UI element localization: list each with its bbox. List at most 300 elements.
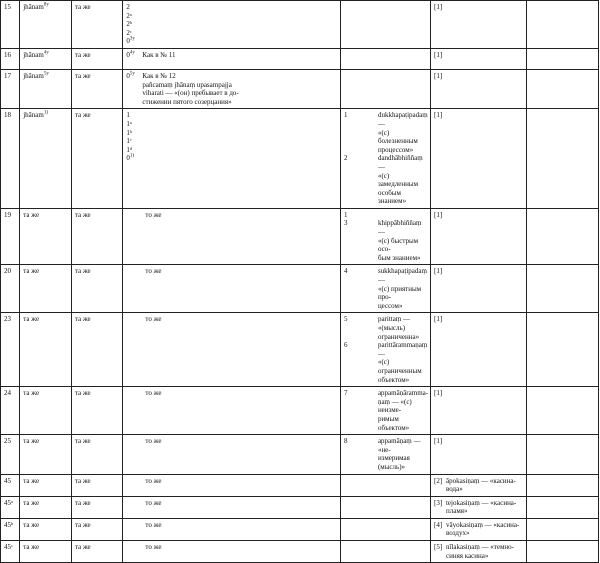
term-text: та же: [23, 389, 40, 398]
structure-number: 1ᵇ: [126, 128, 133, 137]
object-text: [446, 499, 523, 516]
object-block: [434, 211, 523, 220]
qualifier-text: [378, 111, 428, 154]
same-cell: [71, 496, 123, 518]
term-cell: [20, 474, 72, 496]
qualifier-line: ограниченна»: [377, 332, 420, 341]
same-cell: [71, 208, 123, 265]
qualifier-item: [344, 341, 427, 384]
structure-text: [142, 211, 337, 220]
same-text: та же: [74, 50, 91, 59]
object-block: [434, 437, 523, 446]
term-superscript: 5у: [43, 71, 49, 77]
empty-cell: [527, 69, 599, 108]
structure-block: [126, 543, 337, 552]
structure-text: [142, 521, 337, 530]
object-text: [446, 267, 523, 276]
term-cell: [20, 313, 72, 387]
row-number: 15: [4, 3, 11, 11]
row-number: 17: [4, 71, 11, 80]
structure-block: [126, 51, 337, 60]
structure-number: 2ᵃ: [126, 11, 132, 20]
structure-cell: [123, 109, 341, 209]
object-cell: [430, 518, 526, 540]
row-number-cell: [1, 435, 20, 474]
structure-number: 1ᵃ: [126, 119, 132, 128]
structure-number: $0^{3у}$: [126, 37, 135, 46]
object-text: [446, 211, 523, 220]
qualifier-cell: [340, 69, 430, 108]
qualifier-item: [344, 267, 427, 310]
object-index: [2]: [433, 476, 443, 485]
term-cell: [20, 387, 72, 435]
row-number: 24: [4, 389, 11, 398]
empty-cell: [527, 1, 599, 49]
structure-block: [126, 437, 337, 446]
object-index: [4]: [433, 520, 443, 529]
object-text: [446, 51, 523, 60]
structure-cell: [123, 265, 341, 313]
structure-numbers: [126, 111, 140, 163]
qualifier-line: процессом»: [377, 145, 414, 154]
term-cell: [20, 435, 72, 474]
same-cell: [71, 313, 123, 387]
same-text: та же: [74, 498, 91, 507]
qualifier-line: dandhābhiññaṃ —: [377, 154, 423, 171]
qualifier-text: [378, 154, 427, 206]
structure-number: $0^{4у}$: [126, 50, 135, 59]
qualifier-text: [378, 267, 427, 310]
term-text: та же: [23, 498, 40, 507]
object-cell: [430, 109, 526, 209]
qualifier-line: khippābhiññaṃ —: [377, 219, 422, 237]
empty-cell: [527, 541, 599, 563]
structure-block: [126, 315, 337, 324]
table-row: [1, 474, 599, 496]
qualifier-cell: [340, 387, 430, 435]
same-text: та же: [74, 476, 91, 485]
row-number: 45ᵇ: [4, 520, 14, 529]
object-text: [446, 72, 523, 81]
row-number: 20: [4, 267, 11, 276]
object-cell: [430, 1, 526, 49]
qualifier-number: 3: [343, 219, 348, 228]
structure-number-sup: 3у: [129, 37, 135, 43]
row-number-cell: [1, 208, 20, 265]
qualifier-cell: [340, 48, 430, 69]
qualifier-line: parittaṃ — «(мысль): [377, 315, 411, 332]
qualifier-text: [378, 389, 428, 432]
object-line: пламя»: [445, 507, 468, 516]
object-cell: [430, 496, 526, 518]
term-cell: [20, 518, 72, 540]
qualifier-cell: [340, 313, 430, 387]
structure-numbers: [126, 51, 140, 60]
structure-cell: [123, 496, 341, 518]
term-cell: [20, 496, 72, 518]
qualifier-cell: [340, 1, 430, 49]
structure-hint: то же: [145, 437, 162, 446]
object-line: āpokasiṇaṃ — «касина-: [445, 476, 516, 485]
structure-hint: то же: [145, 520, 162, 529]
row-number-cell: [1, 518, 20, 540]
qualifier-text: [378, 211, 427, 220]
row-number-cell: [1, 265, 20, 313]
term-cell: [20, 109, 72, 209]
same-cell: [71, 474, 123, 496]
structure-cell: [123, 48, 341, 69]
row-number: 45: [4, 476, 11, 485]
structure-cell: [123, 69, 341, 108]
qualifier-text: [378, 341, 427, 384]
structure-numbers: [126, 3, 140, 46]
object-text: [446, 111, 523, 120]
qualifier-cell: [340, 496, 430, 518]
term-text: та же: [23, 210, 40, 219]
qualifier-text: [378, 315, 427, 341]
row-number-cell: [1, 541, 20, 563]
same-cell: [71, 109, 123, 209]
structure-text: [142, 51, 337, 60]
table-row: [1, 313, 599, 387]
structure-text: [142, 389, 337, 398]
same-text: та же: [74, 520, 91, 529]
term-superscript: 4у: [43, 50, 49, 56]
qualifier-number: 1: [343, 111, 348, 120]
structure-text-line: Как в № 12: [142, 71, 176, 80]
term-text: jhānam: [23, 71, 44, 80]
qualifier-item: [344, 315, 427, 341]
qualifier-item: [344, 154, 427, 206]
qualifier-text: [378, 219, 427, 262]
term-text: та же: [23, 543, 40, 552]
structure-block: [126, 211, 337, 220]
qualifier-line: измеримая (мысль)»: [377, 454, 410, 471]
structure-text: [142, 267, 337, 276]
object-text: [446, 521, 523, 538]
term-superscript: 1): [43, 111, 48, 117]
row-number-cell: [1, 1, 20, 49]
structure-hint: то же: [145, 498, 162, 507]
qualifier-cell: [340, 541, 430, 563]
same-text: та же: [74, 315, 91, 324]
qualifier-cell: [340, 474, 430, 496]
structure-text-line: стижении пятого созерцания»: [142, 97, 232, 106]
object-cell: [430, 435, 526, 474]
table-row: [1, 69, 599, 108]
qualifier-item: [344, 389, 427, 432]
empty-cell: [527, 496, 599, 518]
row-number: 25: [4, 437, 11, 446]
qualifier-line: «(с) ограниченным: [377, 358, 422, 375]
object-block: [434, 267, 523, 276]
empty-cell: [527, 474, 599, 496]
structure-cell: [123, 1, 341, 49]
object-block: [434, 3, 523, 12]
qualifier-line: dukkhapaṭipadaṃ —: [377, 111, 428, 128]
structure-text-line: Как в № 11: [142, 50, 176, 59]
table-body: [1, 1, 599, 563]
structure-block: [126, 72, 337, 106]
structure-block: [126, 267, 337, 276]
structure-hint: то же: [145, 543, 162, 552]
table-row: [1, 496, 599, 518]
term-text: та же: [23, 315, 40, 324]
object-cell: [430, 474, 526, 496]
row-number: 16: [4, 50, 11, 59]
row-number: 45ᶜ: [4, 543, 13, 552]
object-block: [434, 543, 523, 560]
structure-text: [142, 543, 337, 552]
structure-block: [126, 477, 337, 486]
term-text: jhānam: [23, 50, 44, 59]
empty-cell: [527, 313, 599, 387]
structure-text: [142, 315, 337, 324]
structure-cell: [123, 474, 341, 496]
structure-cell: [123, 208, 341, 265]
term-text: та же: [23, 520, 40, 529]
object-cell: [430, 313, 526, 387]
qualifier-cell: [340, 109, 430, 209]
object-line: nīlakasiṇaṃ — «темно-: [445, 543, 514, 552]
same-text: та же: [74, 267, 91, 276]
structure-number: 2ᵇ: [126, 20, 133, 29]
object-line: синяя касина»: [445, 551, 489, 560]
structure-number-sup: 4у: [129, 50, 135, 56]
term-text: jhānam: [23, 111, 44, 120]
empty-cell: [527, 208, 599, 265]
qualifier-number: 7: [343, 389, 348, 398]
qualifier-number: 5: [343, 315, 348, 324]
term-cell: [20, 1, 72, 49]
structure-number: 1ᵈ: [126, 145, 133, 154]
same-text: та же: [74, 71, 91, 80]
structure-text: [142, 477, 337, 486]
term-text: та же: [23, 267, 40, 276]
same-cell: [71, 265, 123, 313]
object-text: [446, 477, 523, 494]
structure-hint: то же: [145, 389, 162, 398]
empty-cell: [527, 435, 599, 474]
object-index: [1]: [433, 3, 443, 11]
structure-hint: то же: [145, 476, 162, 485]
empty-cell: [527, 265, 599, 313]
term-superscript: 8у: [43, 2, 49, 8]
object-block: [434, 315, 523, 324]
object-block: [434, 499, 523, 516]
same-cell: [71, 1, 123, 49]
structure-block: [126, 389, 337, 398]
row-number-cell: [1, 109, 20, 209]
qualifier-item: [344, 219, 427, 262]
term-cell: [20, 48, 72, 69]
row-number-cell: [1, 48, 20, 69]
object-index: [1]: [433, 111, 443, 120]
empty-cell: [527, 387, 599, 435]
object-cell: [430, 265, 526, 313]
table-row: [1, 1, 599, 49]
structure-number: $0^{5у}$: [126, 71, 135, 80]
term-text: та же: [23, 476, 40, 485]
same-cell: [71, 541, 123, 563]
term-cell: [20, 265, 72, 313]
object-cell: [430, 48, 526, 69]
structure-hint: то же: [145, 210, 162, 219]
structure-block: [126, 521, 337, 530]
table-row: [1, 265, 599, 313]
object-block: [434, 111, 523, 120]
qualifier-line: особым знанием»: [377, 188, 407, 206]
qualifier-item: [344, 111, 427, 154]
object-line: tejokasiṇaṃ — «касина-: [445, 498, 517, 507]
structure-number-sup: 1): [129, 153, 135, 159]
structure-number: 2ᶜ: [126, 28, 132, 37]
object-index: [1]: [433, 267, 443, 276]
structure-number: 2: [126, 3, 130, 11]
qualifier-line: ṇaṃ — «(с) неизме-: [377, 397, 412, 415]
same-cell: [71, 435, 123, 474]
row-number: 23: [4, 315, 11, 324]
structure-number: 1: [126, 111, 130, 120]
structure-text-line: viharati — «(он) пребывает в до-: [142, 89, 239, 98]
object-cell: [430, 387, 526, 435]
row-number-cell: [1, 496, 20, 518]
qualifier-text: [378, 437, 427, 471]
qualifier-number: 8: [343, 437, 348, 446]
structure-text: [142, 72, 337, 106]
term-text: та же: [23, 437, 40, 446]
row-number: 18: [4, 111, 11, 120]
structure-cell: [123, 435, 341, 474]
qualifier-number: 4: [343, 267, 348, 276]
qualifier-number: 6: [343, 341, 348, 350]
qualifier-line: parittārammaṇaṃ —: [377, 341, 428, 358]
qualifier-cell: [340, 265, 430, 313]
qualifier-line: римым объектом»: [377, 414, 410, 432]
qualifier-cell: [340, 435, 430, 474]
row-number-cell: [1, 313, 20, 387]
row-number: 45ᵃ: [4, 498, 13, 507]
structure-hint: то же: [145, 315, 162, 324]
object-text: [446, 389, 523, 398]
object-text: [446, 437, 523, 446]
qualifier-line: appamāṇaṃ — «не-: [377, 437, 421, 454]
table-row: [1, 208, 599, 265]
object-text: [446, 3, 523, 12]
qualifier-line: «(с) болезненным: [377, 128, 418, 146]
same-text: та же: [74, 389, 91, 398]
term-cell: [20, 69, 72, 108]
qualifier-line: объектом»: [377, 375, 410, 384]
structure-text: [142, 499, 337, 508]
row-number: 19: [4, 210, 11, 219]
object-block: [434, 477, 523, 494]
table-row: [1, 48, 599, 69]
same-cell: [71, 69, 123, 108]
empty-cell: [527, 518, 599, 540]
term-cell: [20, 208, 72, 265]
row-number-cell: [1, 387, 20, 435]
qualifier-number: 1: [343, 210, 348, 219]
row-number-cell: [1, 474, 20, 496]
object-index: [1]: [433, 389, 443, 398]
object-line: vāyokasiṇaṃ — «касина-: [445, 520, 520, 529]
qualifier-line: sukkhapaṭipadaṃ —: [377, 267, 427, 285]
object-block: [434, 521, 523, 538]
object-cell: [430, 69, 526, 108]
object-index: [1]: [433, 437, 443, 446]
object-block: [434, 72, 523, 81]
object-text: [446, 315, 523, 324]
table-row: [1, 435, 599, 474]
structure-cell: [123, 518, 341, 540]
same-cell: [71, 518, 123, 540]
structure-cell: [123, 387, 341, 435]
object-block: [434, 51, 523, 60]
same-text: та же: [74, 3, 91, 11]
object-index: [3]: [433, 498, 443, 507]
structure-numbers: [126, 72, 140, 81]
structure-hint: то же: [145, 267, 162, 276]
qualifier-line: «(с) замедленным: [377, 171, 419, 189]
qualifier-number: 2: [343, 154, 348, 163]
table-row: [1, 109, 599, 209]
structure-text: [142, 437, 337, 446]
qualifier-line: бым знанием»: [377, 253, 421, 262]
table-row: [1, 387, 599, 435]
row-number-cell: [1, 69, 20, 108]
same-text: та же: [74, 210, 91, 219]
qualifier-cell: [340, 208, 430, 265]
qualifier-item: [344, 211, 427, 220]
empty-cell: [527, 48, 599, 69]
structure-cell: [123, 541, 341, 563]
qualifier-cell: [340, 518, 430, 540]
same-cell: [71, 48, 123, 69]
object-index: [1]: [433, 210, 443, 219]
qualifier-item: [344, 437, 427, 471]
structure-block: [126, 499, 337, 508]
qualifier-line: «(с) быстрым осо-: [377, 236, 419, 254]
structure-text-line: pañcamaṃ jhānaṃ upasampajja: [142, 80, 232, 89]
object-cell: [430, 541, 526, 563]
qualifier-line: цессом»: [377, 301, 403, 310]
structure-number-sup: 5у: [129, 71, 135, 77]
object-index: [5]: [433, 543, 443, 552]
object-cell: [430, 208, 526, 265]
empty-cell: [527, 109, 599, 209]
structure-number: 0$^{1)}$: [126, 153, 135, 163]
object-block: [434, 389, 523, 398]
object-text: [446, 543, 523, 560]
object-line: вода»: [445, 485, 463, 494]
term-text: jhānam: [23, 3, 44, 11]
same-text: та же: [74, 437, 91, 446]
object-line: воздух»: [445, 529, 470, 538]
qualifier-line: appamāṇārammа-: [377, 389, 429, 398]
structure-cell: [123, 313, 341, 387]
table-row: [1, 518, 599, 540]
same-text: та же: [74, 111, 91, 120]
object-index: [1]: [433, 50, 443, 59]
structure-number: 1ᶜ: [126, 137, 132, 146]
term-cell: [20, 541, 72, 563]
table-row: [1, 541, 599, 563]
object-index: [1]: [433, 71, 443, 80]
object-index: [1]: [433, 315, 443, 324]
same-cell: [71, 387, 123, 435]
qualifier-line: «(с) приятным про-: [377, 284, 422, 302]
